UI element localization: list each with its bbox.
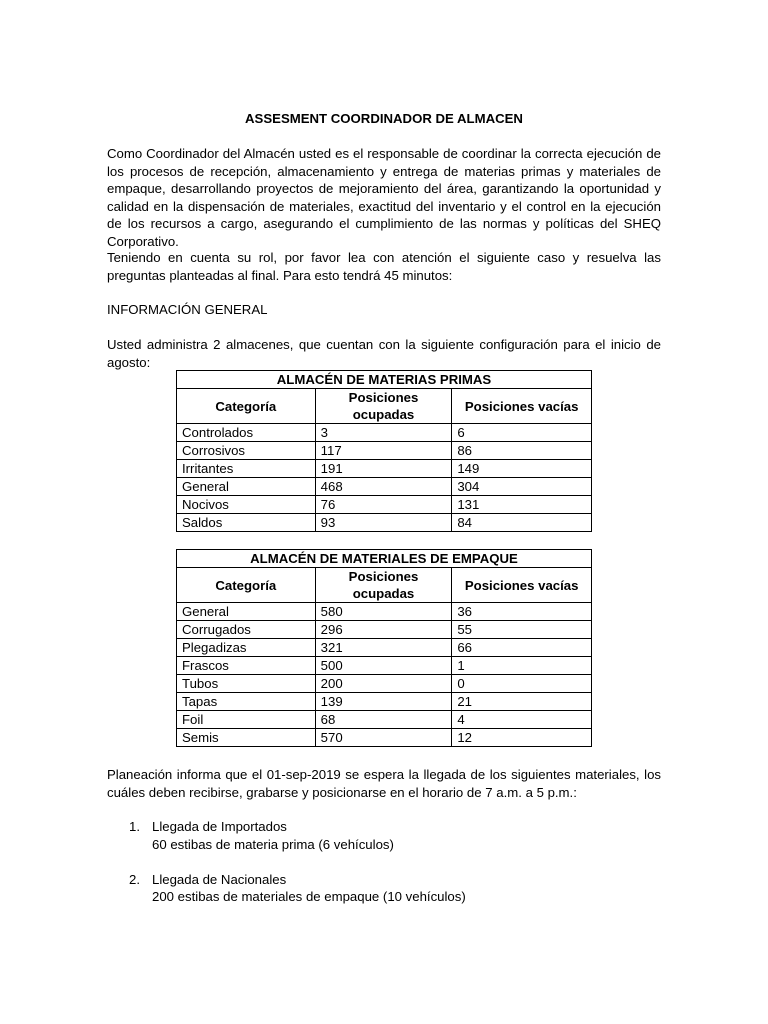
table-cell: Semis xyxy=(177,729,316,747)
table-cell: 4 xyxy=(452,711,592,729)
table-cell: 117 xyxy=(315,442,452,460)
list-item-detail: 60 estibas de materia prima (6 vehículos) xyxy=(152,836,394,852)
table-cell: 468 xyxy=(315,478,452,496)
table-row xyxy=(177,424,592,442)
intro-paragraph: Como Coordinador del Almacén usted es el responsable de coordinar la correcta ejecución de los procesos de recepción, almacenamiento y entrega de materias primas y materiales de empaque, desarrollando proyectos de mejoramiento del área, garantizando la oportunidad y calidad en la dispensación de materiales, exactitud del inventario y el control en la ejecución de los recursos a cargo, asegurando el cumplimiento de las normas y políticas del SHEQ Corporativo. xyxy=(107,146,661,249)
table-row xyxy=(177,675,592,693)
column-header: Posiciones ocupadas xyxy=(315,568,452,603)
column-header: Categoría xyxy=(177,568,316,603)
list-item-title: Llegada de Importados xyxy=(152,819,287,834)
table-cell: 36 xyxy=(452,603,592,621)
table-row xyxy=(177,711,592,729)
table-row xyxy=(177,442,592,460)
table-cell: 55 xyxy=(452,621,592,639)
table-cell: 191 xyxy=(315,460,452,478)
column-header: Posiciones ocupadas xyxy=(315,389,452,424)
table-cell: Nocivos xyxy=(177,496,316,514)
list-item xyxy=(107,871,661,906)
table-cell: 12 xyxy=(452,729,592,747)
table-row xyxy=(177,639,592,657)
raw-materials-table xyxy=(176,370,592,532)
table-cell: 321 xyxy=(315,639,452,657)
table-cell: 86 xyxy=(452,442,592,460)
packaging-materials-table xyxy=(176,549,592,747)
arrivals-list xyxy=(107,818,661,924)
table-cell: 580 xyxy=(315,603,452,621)
table-cell: 66 xyxy=(452,639,592,657)
table-cell: 200 xyxy=(315,675,452,693)
table-cell: Foil xyxy=(177,711,316,729)
table-cell: Irritantes xyxy=(177,460,316,478)
table-cell: 84 xyxy=(452,514,592,532)
document-title: ASSESMENT COORDINADOR DE ALMACEN xyxy=(245,111,523,126)
table-cell: 68 xyxy=(315,711,452,729)
table-cell: 76 xyxy=(315,496,452,514)
table-cell: General xyxy=(177,478,316,496)
table-title: ALMACÉN DE MATERIAS PRIMAS xyxy=(177,371,592,389)
table-cell: Saldos xyxy=(177,514,316,532)
table-row xyxy=(177,478,592,496)
table-cell: 149 xyxy=(452,460,592,478)
instructions-paragraph: Teniendo en cuenta su rol, por favor lea con atención el siguiente caso y resuelva las preguntas planteadas al final. Para esto tendrá 45 minutos: xyxy=(107,250,661,283)
table-cell: Tapas xyxy=(177,693,316,711)
table-cell: 139 xyxy=(315,693,452,711)
table-cell: Tubos xyxy=(177,675,316,693)
table-cell: Corrugados xyxy=(177,621,316,639)
table-cell: 570 xyxy=(315,729,452,747)
column-header: Posiciones vacías xyxy=(452,389,592,424)
planning-paragraph: Planeación informa que el 01-sep-2019 se espera la llegada de los siguientes materiales, los cuáles deben recibirse, grabarse y posicionarse en el horario de 7 a.m. a 5 p.m.: xyxy=(107,767,661,800)
table-row xyxy=(177,460,592,478)
table-cell: 296 xyxy=(315,621,452,639)
table-title: ALMACÉN DE MATERIALES DE EMPAQUE xyxy=(177,550,592,568)
table-cell: Controlados xyxy=(177,424,316,442)
table-cell: 1 xyxy=(452,657,592,675)
table-cell: Plegadizas xyxy=(177,639,316,657)
table-cell: 500 xyxy=(315,657,452,675)
list-number: 1. xyxy=(129,819,140,834)
table-row xyxy=(177,496,592,514)
table-cell: 131 xyxy=(452,496,592,514)
table-row xyxy=(177,514,592,532)
table-cell: 6 xyxy=(452,424,592,442)
list-number: 2. xyxy=(129,871,140,887)
table-row xyxy=(177,621,592,639)
table-cell: General xyxy=(177,603,316,621)
warehouses-paragraph: Usted administra 2 almacenes, que cuentan con la siguiente configuración para el inicio de agosto: xyxy=(107,337,661,370)
table-row xyxy=(177,657,592,675)
table-cell: 0 xyxy=(452,675,592,693)
table-row xyxy=(177,729,592,747)
column-header: Posiciones vacías xyxy=(452,568,592,603)
table-cell: 304 xyxy=(452,478,592,496)
section-heading: INFORMACIÓN GENERAL xyxy=(107,302,268,317)
list-item-detail: 200 estibas de materiales de empaque (10 vehículos) xyxy=(152,889,466,905)
table-cell: Frascos xyxy=(177,657,316,675)
table-cell: 21 xyxy=(452,693,592,711)
column-header: Categoría xyxy=(177,389,316,424)
list-item-title: Llegada de Nacionales xyxy=(152,871,287,887)
table-cell: Corrosivos xyxy=(177,442,316,460)
table-cell: 3 xyxy=(315,424,452,442)
table-row xyxy=(177,603,592,621)
list-item xyxy=(107,818,661,853)
table-row xyxy=(177,693,592,711)
table-cell: 93 xyxy=(315,514,452,532)
